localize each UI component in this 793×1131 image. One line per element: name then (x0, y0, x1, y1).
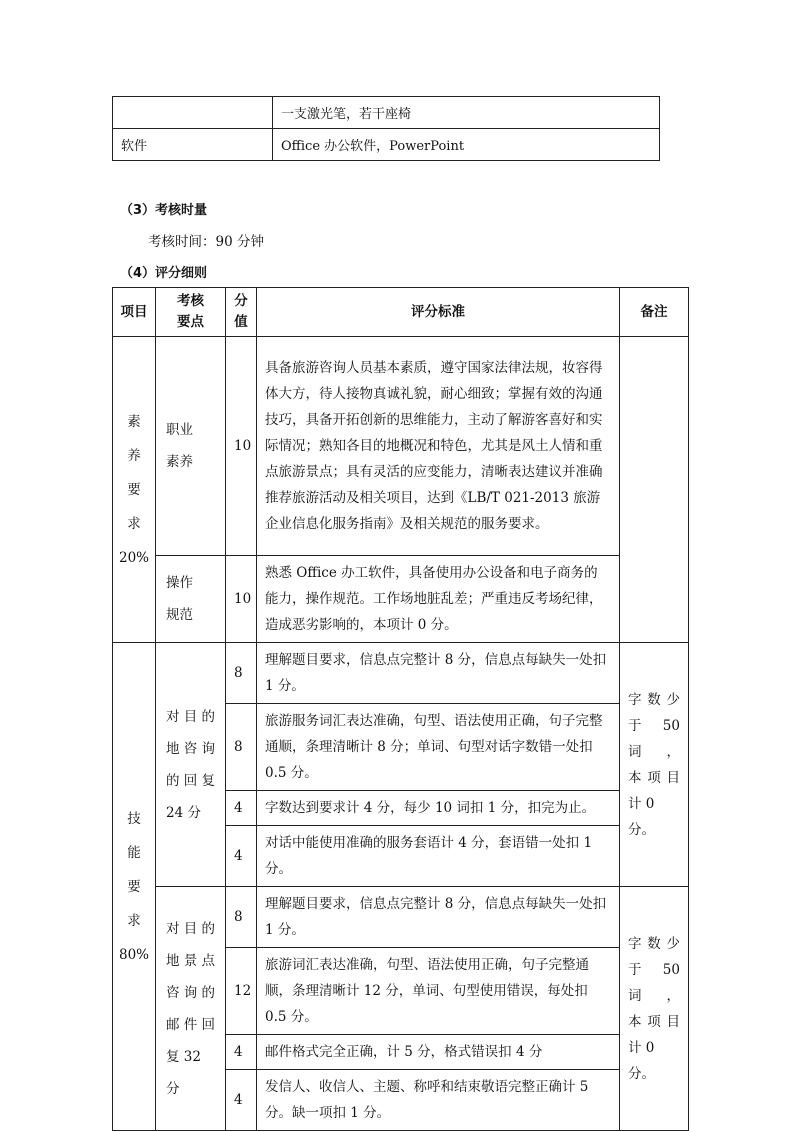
assessment-point (156, 887, 226, 1131)
section4-heading: （4）评分细则 (120, 266, 208, 281)
note-cell (620, 643, 689, 887)
equipment-table (112, 96, 660, 161)
table-row (113, 556, 689, 643)
table-row (113, 97, 660, 129)
note-cell (620, 337, 689, 643)
assessment-point-line: 24 分 (166, 804, 201, 821)
note-line: 计 0 分。 (628, 795, 655, 838)
header-points-line: 考核 (177, 293, 204, 309)
equipment-content-cell: 一支激光笔，若干座椅 (273, 97, 660, 129)
group-label-char: 技 (127, 810, 141, 827)
table-header-row (113, 288, 689, 337)
group-label-char: 求 (127, 912, 141, 929)
note-line: 于 50 词， (628, 961, 680, 1004)
table-row (113, 337, 689, 556)
header-score-line: 分 (234, 293, 248, 309)
table-row (113, 643, 689, 704)
score-cell: 4 (226, 1035, 257, 1070)
header-criteria: 评分标准 (257, 288, 620, 337)
header-item: 项目 (113, 288, 156, 337)
score-cell: 4 (226, 1070, 257, 1131)
assessment-point-line: 咨询的 (166, 984, 215, 1001)
criteria-cell: 旅游词汇表达准确，句型、语法使用正确，句子完整通顺，条理清晰计 12 分，单词、句型使用错误，每处扣 0.5 分。 (257, 948, 620, 1035)
assessment-point-line: 规范 (166, 607, 193, 623)
table-row (113, 129, 660, 161)
criteria-cell: 发信人、收信人、主题、称呼和结束敬语完整正确计 5 分。缺一项扣 1 分。 (257, 1070, 620, 1131)
group-label-char: 求 (127, 515, 141, 532)
score-cell: 8 (226, 704, 257, 791)
scoring-table (112, 287, 689, 1131)
note-line: 字数少 (628, 691, 680, 708)
group-label-char: 要 (127, 878, 141, 895)
score-cell: 10 (226, 556, 257, 643)
assessment-point-line: 邮件回 (166, 1016, 215, 1033)
note-line: 本项目 (628, 1013, 680, 1030)
header-score (226, 288, 257, 337)
score-cell: 4 (226, 791, 257, 826)
header-score-line: 值 (234, 314, 248, 330)
table-row (113, 887, 689, 948)
assessment-point (156, 556, 226, 643)
group-label-char: 要 (127, 481, 141, 498)
assessment-point-line: 对目的 (166, 708, 215, 725)
note-line: 本项目 (628, 769, 680, 786)
assessment-point (156, 643, 226, 887)
criteria-cell: 理解题目要求，信息点完整计 8 分，信息点每缺失一处扣 1 分。 (257, 887, 620, 948)
assessment-point-line: 复 32 分 (166, 1048, 201, 1097)
assessment-point-line: 对目的 (166, 920, 215, 937)
criteria-cell: 对话中能使用准确的服务套语计 4 分，套语错一处扣 1 分。 (257, 826, 620, 887)
assessment-point-line: 地景点 (166, 952, 215, 969)
group-label-char: 20% (118, 549, 149, 566)
assessment-point-line: 地咨询 (166, 740, 215, 757)
assessment-point-line: 的回复 (166, 772, 215, 789)
group-label-char: 能 (127, 844, 141, 861)
assessment-point-line: 素养 (166, 454, 193, 470)
criteria-cell: 邮件格式完全正确，计 5 分，格式错误扣 4 分 (257, 1035, 620, 1070)
group-label-char: 养 (127, 447, 141, 464)
score-cell: 8 (226, 887, 257, 948)
score-cell: 8 (226, 643, 257, 704)
assessment-point-line: 职业 (166, 422, 193, 438)
note-line: 计 0 分。 (628, 1039, 655, 1082)
group-label-quality (113, 337, 156, 643)
criteria-cell: 旅游服务词汇表达准确，句型、语法使用正确，句子完整通顺，条理清晰计 8 分；单词、句型对话字数错一处扣 0.5 分。 (257, 704, 620, 791)
assessment-point (156, 337, 226, 556)
note-line: 于 50 词， (628, 717, 680, 760)
note-line: 字数少 (628, 935, 680, 952)
header-note: 备注 (620, 288, 689, 337)
header-points-line: 要点 (177, 314, 204, 330)
criteria-cell: 具备旅游咨询人员基本素质，遵守国家法律法规，妆容得体大方，待人接物真诚礼貌，耐心细致；掌握有效的沟通技巧，具备开拓创新的思维能力，主动了解游客喜好和实际情况；熟知各目的地概况和特色，尤其是风土人情和重点旅游景点；具有灵活的应变能力，清晰表达建议并准确推荐旅游活动及相关项目，达到《LB/T 021-2013 旅游企业信息化服务指南》及相关规范的服务要求。 (257, 337, 620, 556)
header-points (156, 288, 226, 337)
equipment-item-cell (113, 97, 273, 129)
assessment-point-line: 操作 (166, 575, 193, 591)
criteria-cell: 熟悉 Office 办工软件，具备使用办公设备和电子商务的能力，操作规范。工作场地脏乱差；严重违反考场纪律，造成恶劣影响的，本项计 0 分。 (257, 556, 620, 643)
group-label-char: 素 (127, 413, 141, 430)
score-cell: 10 (226, 337, 257, 556)
equipment-item-cell: 软件 (113, 129, 273, 161)
equipment-content-cell: Office 办公软件，PowerPoint (273, 129, 660, 161)
exam-duration-text: 考核时间：90 分钟 (148, 234, 264, 250)
section3-heading: （3）考核时量 (120, 203, 208, 218)
group-label-skill (113, 643, 156, 1131)
note-cell (620, 887, 689, 1131)
criteria-cell: 理解题目要求，信息点完整计 8 分，信息点每缺失一处扣 1 分。 (257, 643, 620, 704)
score-cell: 4 (226, 826, 257, 887)
group-label-char: 80% (118, 946, 149, 963)
criteria-cell: 字数达到要求计 4 分，每少 10 词扣 1 分，扣完为止。 (257, 791, 620, 826)
score-cell: 12 (226, 948, 257, 1035)
